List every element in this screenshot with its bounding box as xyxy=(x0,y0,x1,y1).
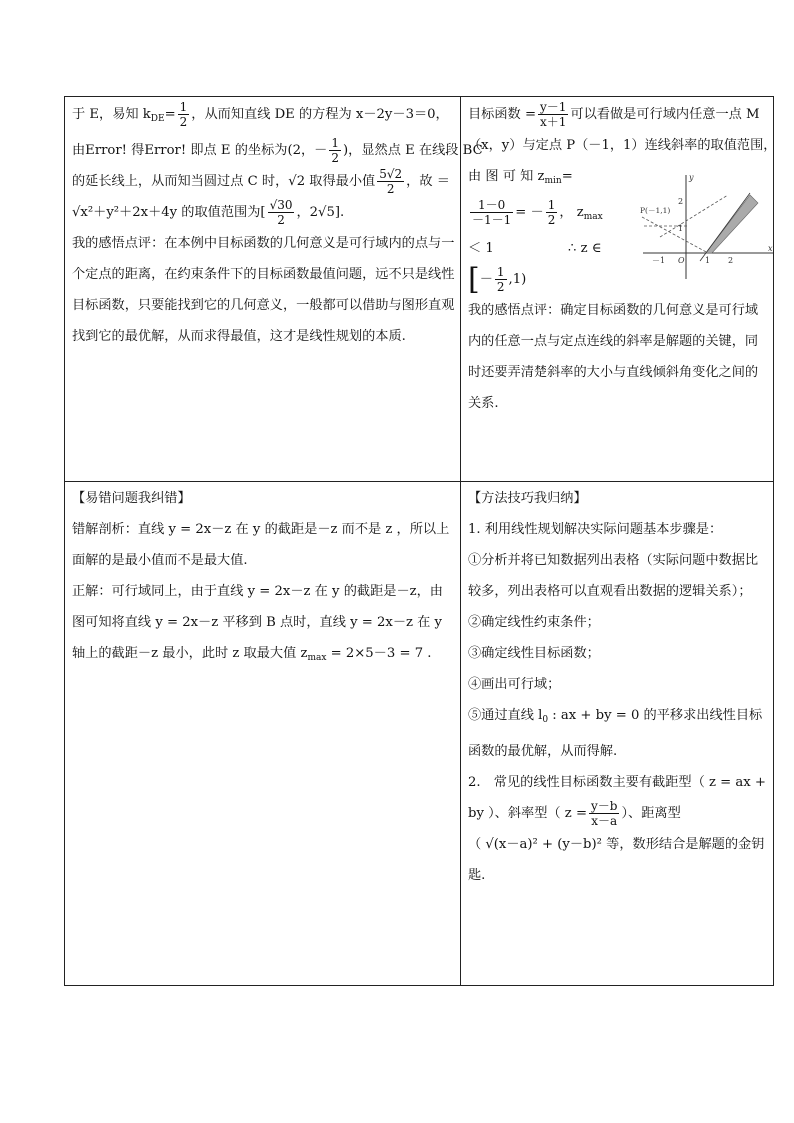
graph-label-x: x xyxy=(768,244,773,253)
fraction: $\frac{1}{2}$ xyxy=(547,198,556,227)
tl-line-4: √x²＋y²＋2x＋4y 的取值范围为[ $\frac{√30}{2}$ ，2√5]. xyxy=(72,198,345,227)
graph-label-xneg1: －1 xyxy=(652,256,666,265)
content-table xyxy=(64,96,777,986)
tr-line-2: （x，y）与定点 P（－1，1）连线斜率的取值范围， xyxy=(468,138,777,153)
br-item-8: （ √(x－a)² + (y－b)² 等，数形结合是解题的金钥匙. xyxy=(468,837,765,883)
tr-line-6: [－ $\frac{1}{2}$ ,1) xyxy=(468,261,527,297)
tl-line-2: 由Error! 得Error! 即点 E 的坐标为(2，－ $\frac{1}{2}$ )，显然点 E 在线段 BC xyxy=(72,136,483,165)
fraction: $\frac{5√2}{2}$ xyxy=(379,167,403,196)
tr-line-1: 目标函数 = $\frac{y-1}{x+1}$ 可以看做是可行域内任意一点 M xyxy=(468,100,760,129)
fraction: $\frac{√30}{2}$ xyxy=(269,198,293,227)
column-divider xyxy=(460,97,461,985)
tr-line-4: $\frac{1-0}{-1-1}$ = － $\frac{1}{2}$ ， $z_{max}$ xyxy=(472,198,603,227)
br-item-7: 2. 常见的线性目标函数主要有截距型（ z = ax + by ）、斜率型（ z = $\frac{y-b}{x-a}$ ）、距离型 xyxy=(468,775,766,828)
fraction: $\frac{1}{2}$ xyxy=(179,100,188,129)
fraction: $\frac{y-b}{x-a}$ xyxy=(591,799,618,828)
row-divider xyxy=(65,481,773,482)
cell-bottom-left xyxy=(72,483,456,674)
bl-para-1: 错解剖析：直线 y = 2x－z 在 y 的截距是－z 而不是 z ，所以上面解的是最小值而不是最大值. xyxy=(72,522,450,568)
tr-line-3: 由 图 可 知 $z_{min}=$ xyxy=(468,169,573,186)
bl-para-2: 正解：可行域同上，由于直线 y = 2x－z 在 y 的截距是－z，由图可知将直线 y = 2x－z 平移到 B 点时，直线 y = 2x－z 在 y 轴上的截距－z 最小，此时 z 取最大值 $z_{max} = 2\times 5-3 = 7$ . xyxy=(72,584,443,663)
graph-label-x1: 1 xyxy=(705,256,711,265)
br-title: 【方法技巧我归纳】 xyxy=(468,491,587,506)
dashed-line-1 xyxy=(642,217,708,253)
br-item-1: 1. 利用线性规划解决实际问题基本步骤是： xyxy=(468,522,723,537)
fraction: $\frac{1}{2}$ xyxy=(496,265,505,294)
dashed-line-2 xyxy=(660,195,728,237)
graph-label-y1: 1 xyxy=(678,224,684,233)
boundary-line xyxy=(700,193,750,261)
tl-remark: 我的感悟点评：在本例中目标函数的几何意义是可行域内的点与一个定点的距离，在约束条件下的目标函数最值问题，远不只是线性目标函数，只要能找到它的几何意义，一般都可以借助与图形直观找到它的最优解，从而求得最值，这才是线性规划的本质. xyxy=(72,236,455,344)
tl-line-3: 的延长线上，从而知当圆过点 C 时，√2 取得最小值 $\frac{5√2}{2}$ ，故 ＝ xyxy=(72,167,450,196)
br-item-4: ③确定线性目标函数； xyxy=(468,646,600,661)
tr-remark: 我的感悟点评：确定目标函数的几何意义是可行域内的任意一点与定点连线的斜率是解题的关键，同时还要弄清楚斜率的大小与直线倾斜角变化之间的关系. xyxy=(468,303,759,411)
graph-label-p: P(－1,1) xyxy=(640,206,671,215)
cell-top-right xyxy=(468,99,777,419)
br-item-5: ④画出可行域； xyxy=(468,677,561,692)
tr-line-5: ＜ 1 ∴ z ∈ xyxy=(468,241,602,256)
bl-title: 【易错问题我纠错】 xyxy=(72,491,191,506)
fraction: $\frac{y-1}{x+1}$ xyxy=(540,100,567,129)
br-item-3: ②确定线性约束条件； xyxy=(468,615,600,630)
graph-label-o: O xyxy=(678,256,685,265)
feasible-region-graph xyxy=(638,171,778,281)
graph-label-y: y xyxy=(689,173,694,182)
br-item-6: ⑤通过直线 $l_0$ : ax + by = 0 的平移求出线性目标函数的最优解，从而得解. xyxy=(468,708,763,759)
tl-line-1: 于 E，易知 $k_{DE}=$ $\frac{1}{2}$ ，从而知直线 DE 的方程为 x－2y－3＝0， xyxy=(72,100,449,129)
br-item-2: ①分析并将已知数据列出表格（实际问题中数据比较多，列出表格可以直观看出数据的逻辑关系）； xyxy=(468,553,759,599)
fraction: $\frac{1}{2}$ xyxy=(331,136,339,165)
fraction: $\frac{1-0}{-1-1}$ xyxy=(472,198,512,227)
cell-top-left xyxy=(72,99,483,352)
graph-label-y2: 2 xyxy=(678,197,684,206)
graph-label-x2: 2 xyxy=(728,256,734,265)
cell-bottom-right xyxy=(468,483,770,891)
feasible-region xyxy=(706,195,758,253)
